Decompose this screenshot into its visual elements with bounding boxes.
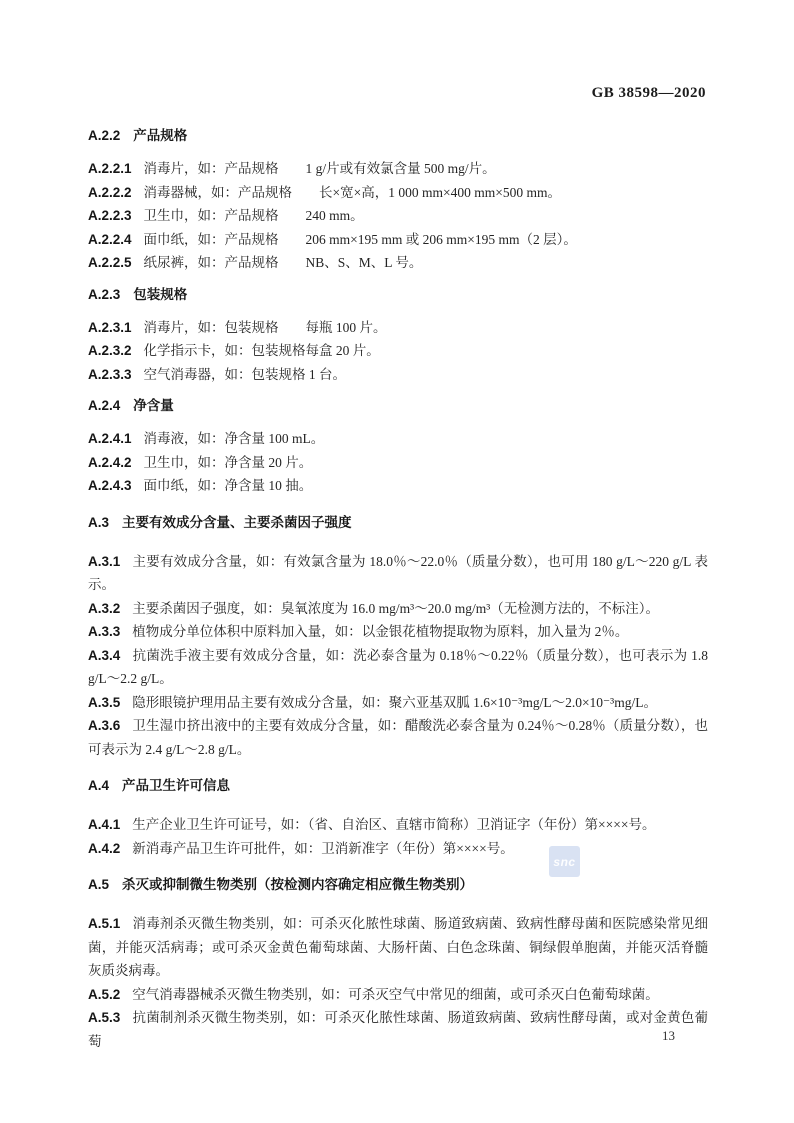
clause-text: 生产企业卫生许可证号，如：（省、自治区、直辖市简称）卫消证字（年份）第××××号。: [132, 817, 656, 832]
clause-number: A.2.4.2: [88, 454, 132, 470]
clause-text: 消毒剂杀灭微生物类别，如：可杀灭化脓性球菌、肠道致病菌、致病性酵母菌和医院感染常见细菌，并能灭活病毒；或可杀灭金黄色葡萄球菌、大肠杆菌、白色念珠菌、铜绿假单胞菌，并能灭活脊髓灰质炎病毒。: [88, 916, 708, 978]
clause-number: A.5.3: [88, 1010, 121, 1025]
clause-item: [88, 228, 708, 252]
clause-number: A.3.1: [88, 553, 121, 569]
clause-number: A.3.2: [88, 600, 121, 616]
clause-text: 空气消毒器械杀灭微生物类别，如：可杀灭空气中常见的细菌，或可杀灭白色葡萄球菌。: [132, 986, 659, 1002]
clause-text: 抗菌洗手液主要有效成分含量，如：洗必泰含量为 0.18％～0.22％（质量分数），也可表示为 1.8 g/L～2.2 g/L。: [88, 647, 708, 686]
clause-item: [88, 316, 708, 340]
clause-number: A.2.2.2: [88, 184, 132, 200]
document-body: [88, 127, 708, 1053]
clause-text: 消毒器械，如：产品规格 长×宽×高，1 000 mm×400 mm×500 mm。: [143, 184, 561, 200]
clause-item: [88, 813, 708, 837]
clause-text: 主要有效成分含量，如：有效氯含量为 18.0％～22.0％（质量分数），也可用 180 g/L～220 g/L 表示。: [88, 553, 708, 592]
clause-number: A.2.3.3: [88, 366, 132, 382]
watermark-label: snc: [553, 854, 576, 869]
clause-number: A.3.4: [88, 647, 121, 663]
standard-number-header: GB 38598—2020: [591, 85, 706, 101]
section-heading: [88, 514, 708, 532]
clause-item: [88, 363, 708, 387]
clause-text: 面巾纸，如：净含量 10 抽。: [143, 478, 313, 493]
clause-number: A.5: [88, 877, 110, 892]
clause-text: 面巾纸，如：产品规格 206 mm×195 mm 或 206 mm×195 mm（2 层）。: [143, 231, 577, 247]
section-heading: [88, 777, 708, 795]
section-heading: [88, 876, 708, 894]
clause-text: 新消毒产品卫生许可批件，如：卫消新准字（年份）第××××号。: [132, 840, 514, 856]
clause-number: A.2.2.5: [88, 255, 132, 270]
clause-number: A.2.3.1: [88, 319, 132, 335]
clause-number: A.2.4.3: [88, 478, 132, 493]
clause-number: A.3.3: [88, 624, 121, 639]
clause-item: [88, 837, 708, 861]
clause-number: A.4.1: [88, 817, 121, 832]
clause-number: A.2.4.1: [88, 431, 132, 446]
section-heading: [88, 127, 708, 145]
clause-number: A.5.1: [88, 916, 121, 931]
heading-title: 主要有效成分含量、主要杀菌因子强度: [122, 514, 352, 530]
clause-item: [88, 983, 708, 1007]
page-number: 13: [662, 1028, 675, 1043]
clause-text: 隐形眼镜护理用品主要有效成分含量，如：聚六亚基双胍 1.6×10⁻³mg/L～2.0×10⁻³mg/L。: [132, 694, 657, 710]
clause-number: A.5.2: [88, 986, 121, 1002]
heading-title: 产品规格: [133, 128, 188, 143]
clause-item: [88, 644, 708, 691]
clause-item: [88, 157, 708, 181]
clause-item: [88, 181, 708, 205]
clause-item: [88, 912, 708, 983]
clause-item: [88, 691, 708, 715]
heading-title: 净含量: [133, 398, 174, 413]
clause-item: [88, 474, 708, 498]
clause-item: [88, 451, 708, 475]
clause-item: [88, 339, 708, 363]
clause-item: [88, 620, 708, 644]
clause-number: A.2.4: [88, 398, 121, 413]
heading-title: 杀灭或抑制微生物类别（按检测内容确定相应微生物类别）: [122, 877, 474, 892]
clause-item: [88, 550, 708, 597]
clause-text: 消毒片，如：产品规格 1 g/片或有效氯含量 500 mg/片。: [143, 161, 496, 176]
clause-text: 空气消毒器，如：包装规格 1 台。: [143, 366, 347, 382]
clause-item: [88, 1006, 708, 1053]
clause-item: [88, 597, 708, 621]
section-heading: [88, 286, 708, 304]
clause-number: A.4.2: [88, 840, 121, 856]
clause-number: A.4: [88, 778, 110, 793]
clause-number: A.2.2.3: [88, 208, 132, 223]
clause-text: 纸尿裤，如：产品规格 NB、S、M、L 号。: [143, 255, 423, 270]
clause-text: 抗菌制剂杀灭微生物类别，如：可杀灭化脓性球菌、肠道致病菌、致病性酵母菌，或对金黄色葡萄: [88, 1010, 708, 1049]
clause-number: A.2.2.4: [88, 231, 132, 247]
clause-number: A.2.3: [88, 286, 121, 302]
clause-item: [88, 204, 708, 228]
clause-text: 植物成分单位体积中原料加入量，如：以金银花植物提取物为原料，加入量为 2％。: [132, 624, 629, 639]
clause-number: A.3: [88, 514, 110, 530]
clause-text: 消毒片，如：包装规格 每瓶 100 片。: [143, 319, 387, 335]
clause-number: A.3.6: [88, 718, 121, 733]
clause-text: 主要杀菌因子强度，如：臭氧浓度为 16.0 mg/m³～20.0 mg/m³（无检测方法的，不标注）。: [132, 600, 660, 616]
clause-text: 消毒液，如：净含量 100 mL。: [143, 431, 325, 446]
heading-title: 产品卫生许可信息: [122, 778, 231, 793]
clause-number: A.2.2.1: [88, 161, 132, 176]
clause-item: [88, 427, 708, 451]
clause-item: [88, 714, 708, 761]
clause-text: 卫生湿巾挤出液中的主要有效成分含量，如：醋酸洗必泰含量为 0.24％～0.28％（质量分数），也可表示为 2.4 g/L～2.8 g/L。: [88, 718, 708, 757]
clause-text: 卫生巾，如：产品规格 240 mm。: [143, 208, 364, 223]
clause-text: 化学指示卡，如：包装规格每盒 20 片。: [143, 343, 380, 358]
clause-number: A.2.3.2: [88, 343, 132, 358]
clause-number: A.2.2: [88, 128, 121, 143]
clause-number: A.3.5: [88, 694, 121, 710]
heading-title: 包装规格: [133, 286, 188, 302]
snc-watermark-icon: [549, 846, 580, 877]
clause-item: [88, 251, 708, 275]
clause-text: 卫生巾，如：净含量 20 片。: [143, 454, 313, 470]
section-heading: [88, 397, 708, 415]
